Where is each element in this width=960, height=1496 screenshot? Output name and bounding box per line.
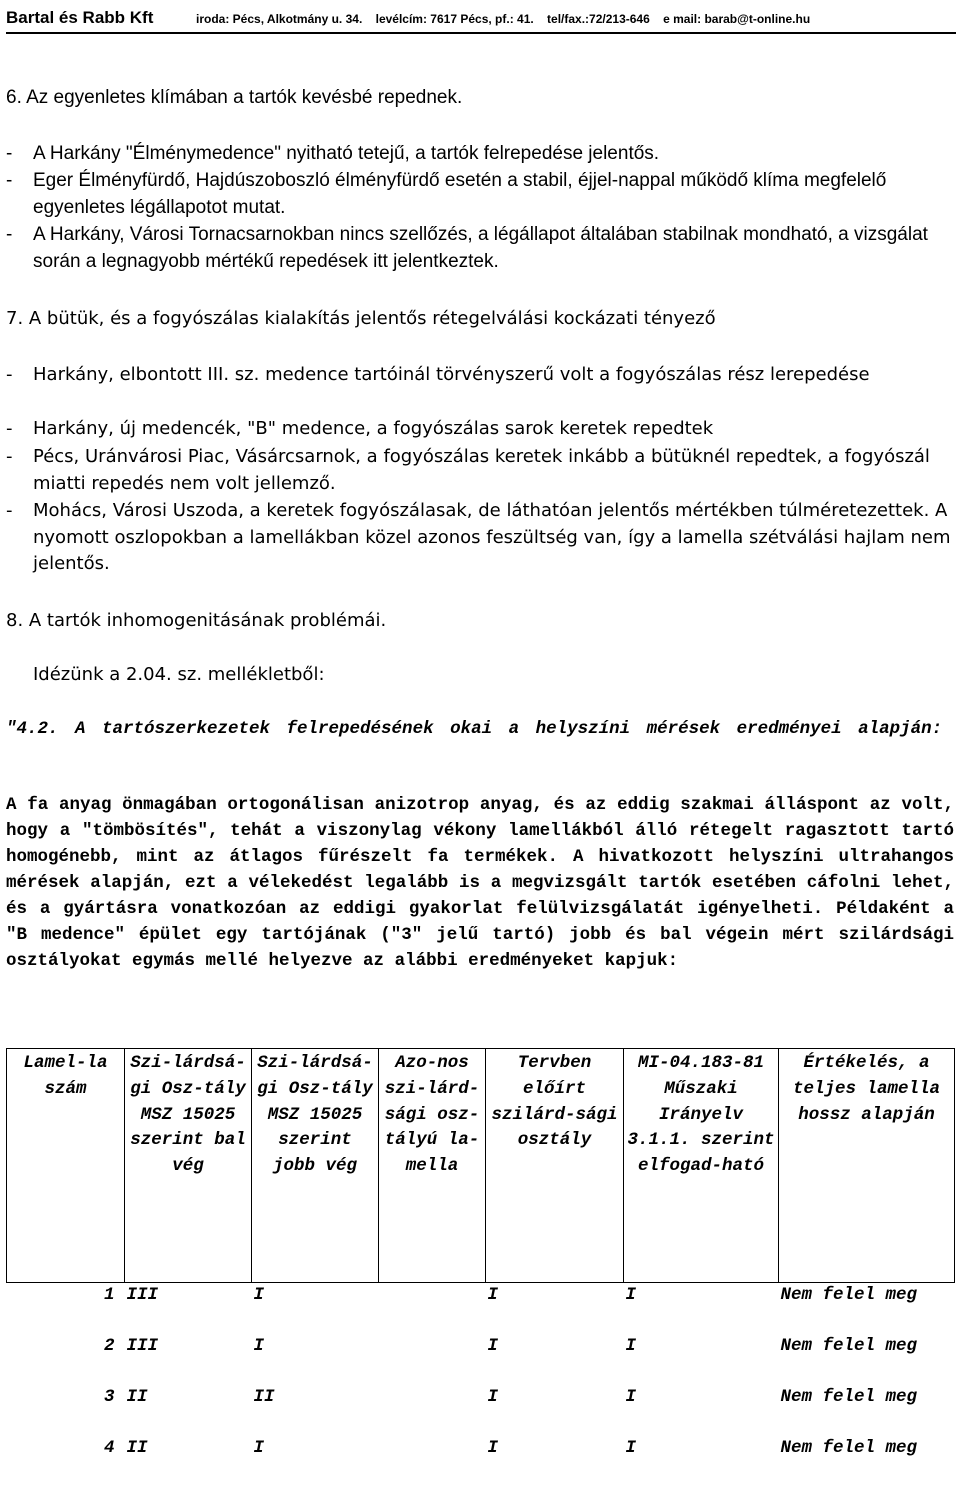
table-cell: 1: [103, 1285, 115, 1305]
col-header-class-right: Szi-lárdsá-gi Osz-tály MSZ 15025 szerint jobb vég: [252, 1049, 379, 1283]
table-cell: I: [625, 1438, 637, 1458]
col-header-accepted: MI-04.183-81 Műszaki Irányelv 3.1.1. szerint elfogad-ható: [624, 1049, 779, 1283]
section-8-heading: 8. A tartók inhomogenitásának problémái.: [6, 610, 387, 631]
table-cell: Nem felel meg: [780, 1285, 918, 1305]
table-header-row: [7, 1049, 955, 1283]
table-cell: 3: [103, 1387, 115, 1407]
quote-intro: Idézünk a 2.04. sz. mellékletből:: [33, 664, 325, 685]
company-address: iroda: Pécs, Alkotmány u. 34. levélcím: 7617 Pécs, pf.: 41. tel/fax.:72/213-646 e mail: barab@t-online.hu: [196, 12, 811, 26]
table-cell: II: [126, 1438, 148, 1458]
table-cell: [379, 1283, 486, 1335]
table-cell: Nem felel meg: [780, 1387, 918, 1407]
document-page: Bartal és Rabb Kft iroda: Pécs, Alkotmány u. 34. levélcím: 7617 Pécs, pf.: 41. tel/fax.:72/213-646 e mail: barab@t-online.hu 6. Az egyenletes klímában a tartók kevésbé repednek. - A Harkány "Élménymedence" nyitható tetejű, a tartók felrepedése jelentős. - Eger Élményfürdő, Hajdúszoboszló élményfürdő esetén a stabil, éjjel-nappal működő klíma megfelelő egyenletes légállapotot mutat. - A Harkány, Városi Tornacsarnokban nincs szellőzés, a légállapot általában stabilnak mondható, a vizsgálat során a legnagyobb mértékű repedések itt jelentkeztek. 7. A bütük, és a fogyószálas kialakítás jelentős rétegelválási kockázati tényező - Harkány, elbontott III. sz. medence tartóinál törvényszerű volt a fogyószálas rész lerepedése - Harkány, új medencék, "B" medence, a fogyószálas sarok keretek repedtek - Pécs, Uránvárosi Piac, Vásárcsarnok, a fogyószálas keretek inkább a bütüknél repedtek, a fogyószál miatti repedés nem volt jellemző. - Mohács, Városi Uszoda, a keretek fogyószálasak, de láthatóan jelentős mértékben túlméretezettek. A nyomott oszlopokban a lamellákban közel azonos feszültség van, így a lamella szétválási hajlam nem jelentős. 8. A tartók inhomogenitásának problémái. Idézünk a 2.04. sz. mellékletből: "4.2. A tartószerkezetek felrepedésének okai a helyszíni mérések eredményei alapján: A fa anyag önmagában ortogonálisan anizotrop anyag, és az eddig szakmai álláspont az volt, hogy a "tömbösítés", tehát a viszonylag vékony lamellákból álló rétegelt ragasztott tartó homogénebb, mint az átlagos fűrészelt fa termékek. A hivatkozott helyszíni ultrahangos mérések alapján, ezt a vélekedést legalább is a megvizsgált tartók esetében cáfolni lehet, és a gyártásra vonatkozóan az eddigi gyakorlat felülvizsgálatát igényelheti. Példaként a "B medence" épület egy tartójának ("3" jelű tartó) jobb és bal végein mért szilárdsági osztályokat egymás mellé helyezve az alábbi eredményeket kapjuk: Lamel-la szám Szi-lárdsá-gi Osz-tály MSZ 15025 szerint bal vég Szi-lárdsá-gi Osz-tály MSZ 15025 szerint jobb vég Azo-nos szi-lárd-sági osz-tályú la-mella Tervben előírt szilárd-sági osztály MI-04.183-81 Műszaki Irányelv 3.1.1. szerint elfogad-ható Értékelés, a teljes lamella hossz alapján 1 III I I I Nem felel meg 2 III I I I Nem felel meg 3 II II I I Nem felel meg 4 II I I I Nem felel meg: [0, 0, 960, 1496]
table-cell: I: [625, 1336, 637, 1356]
table-cell: I: [625, 1285, 637, 1305]
table-cell: I: [253, 1285, 265, 1305]
col-header-lamella: Lamel-la szám: [7, 1049, 125, 1283]
quote-title: "4.2. A tartószerkezetek felrepedésének okai a helyszíni mérések eredményei alapján:: [6, 719, 943, 739]
section-7-heading: 7. A bütük, és a fogyószálas kialakítás jelentős rétegelválási kockázati tényező: [6, 308, 716, 329]
table-cell: I: [487, 1285, 499, 1305]
col-header-same-class: Azo-nos szi-lárd-sági osz-tályú la-mella: [379, 1049, 486, 1283]
section-6-heading: 6. Az egyenletes klímában a tartók kevésbé repednek.: [6, 87, 463, 108]
table-cell: [379, 1436, 486, 1487]
table-cell: 4: [103, 1438, 115, 1458]
table-cell: Nem felel meg: [780, 1438, 918, 1458]
table-cell: I: [253, 1438, 265, 1458]
table-cell: I: [487, 1438, 499, 1458]
table-cell: I: [487, 1387, 499, 1407]
table-cell: I: [487, 1336, 499, 1356]
table-cell: I: [625, 1387, 637, 1407]
table-cell: [379, 1385, 486, 1436]
table-cell: II: [126, 1387, 148, 1407]
letterhead: [6, 6, 956, 34]
col-header-class-left: Szi-lárdsá-gi Osz-tály MSZ 15025 szerint bal vég: [125, 1049, 252, 1283]
lamella-table: [6, 1048, 955, 1487]
table-row: [7, 1385, 955, 1436]
table-cell: III: [126, 1285, 159, 1305]
col-header-evaluation: Értékelés, a teljes lamella hossz alapján: [779, 1049, 955, 1283]
table-cell: II: [253, 1387, 275, 1407]
table-cell: I: [253, 1336, 265, 1356]
company-name: Bartal és Rabb Kft: [6, 8, 154, 27]
table-row: [7, 1436, 955, 1487]
table-row: [7, 1334, 955, 1385]
table-cell: [379, 1334, 486, 1385]
col-header-design-class: Tervben előírt szilárd-sági osztály: [486, 1049, 624, 1283]
table-cell: 2: [103, 1336, 115, 1356]
table-cell: Nem felel meg: [780, 1336, 918, 1356]
table-row: [7, 1283, 955, 1335]
quote-body: A fa anyag önmagában ortogonálisan anizotrop anyag, és az eddig szakmai álláspont az volt, hogy a "tömbösítés", tehát a viszonylag vékony lamellákból álló rétegelt ragasztott tartó homogénebb, mint az átlagos fűrészelt fa termékek. A hivatkozott helyszíni ultrahangos mérések alapján, ezt a vélekedést legalább is a megvizsgált tartók esetében cáfolni lehet, és a gyártásra vonatkozóan az eddigi gyakorlat felülvizsgálatát igényelheti. Példaként a "B medence" épület egy tartójának ("3" jelű tartó) jobb és bal végein mért szilárdsági osztályokat egymás mellé helyezve az alábbi eredményeket kapjuk:: [6, 795, 954, 971]
table-cell: III: [126, 1336, 159, 1356]
